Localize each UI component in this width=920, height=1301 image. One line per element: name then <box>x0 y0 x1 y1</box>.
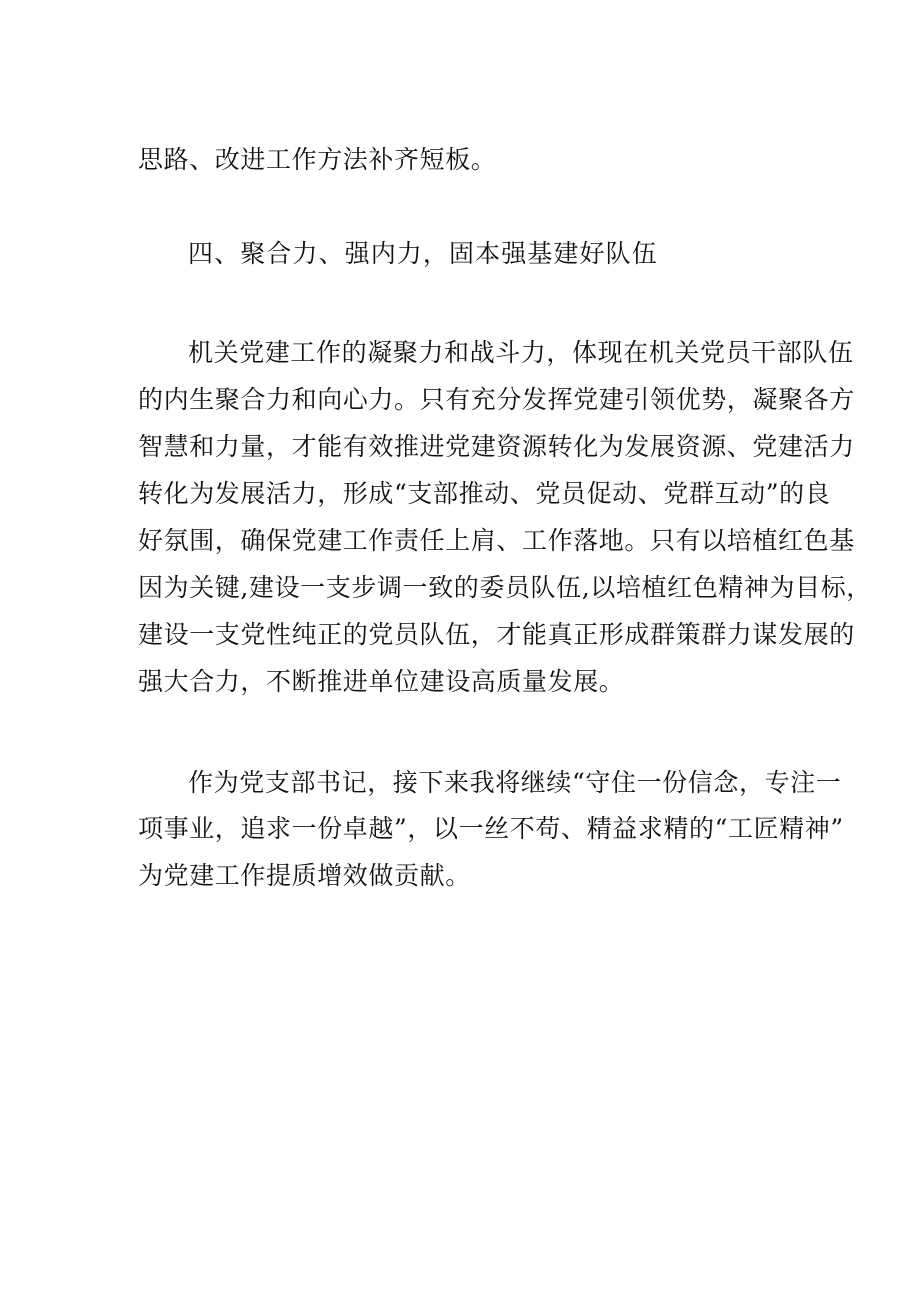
paragraph-line: 作为党支部书记，接下来我将继续“守住一份信念，专注一 <box>188 768 842 797</box>
paragraph-line: 的内生聚合力和向心力。只有充分发挥党建引领优势，凝聚各方 <box>138 385 855 414</box>
paragraph-line: 好氛围，确保党建工作责任上肩、工作落地。只有以培植红色基 <box>138 526 855 555</box>
continuation-line: 思路、改进工作方法补齐短板。 <box>138 145 497 174</box>
paragraph-line: 智慧和力量，才能有效推进党建资源转化为发展资源、党建活力 <box>138 432 855 461</box>
paragraph-line: 机关党建工作的凝聚力和战斗力，体现在机关党员干部队伍 <box>188 338 854 367</box>
paragraph-line: 项事业，追求一份卓越”，以一丝不苟、精益求精的“工匠精神” <box>138 814 844 843</box>
section-heading: 四、聚合力、强内力，固本强基建好队伍 <box>188 239 658 268</box>
paragraph-line: 因为关键,建设一支步调一致的委员队伍,以培植红色精神为目标， <box>138 573 872 602</box>
paragraph-line: 转化为发展活力，形成“支部推动、党员促动、党群互动”的良 <box>138 479 831 508</box>
paragraph-line: 强大合力，不断推进单位建设高质量发展。 <box>138 667 625 696</box>
paragraph-line: 为党建工作提质增效做贡献。 <box>138 861 471 890</box>
paragraph-line: 建设一支党性纯正的党员队伍，才能真正形成群策群力谋发展的 <box>138 620 855 649</box>
